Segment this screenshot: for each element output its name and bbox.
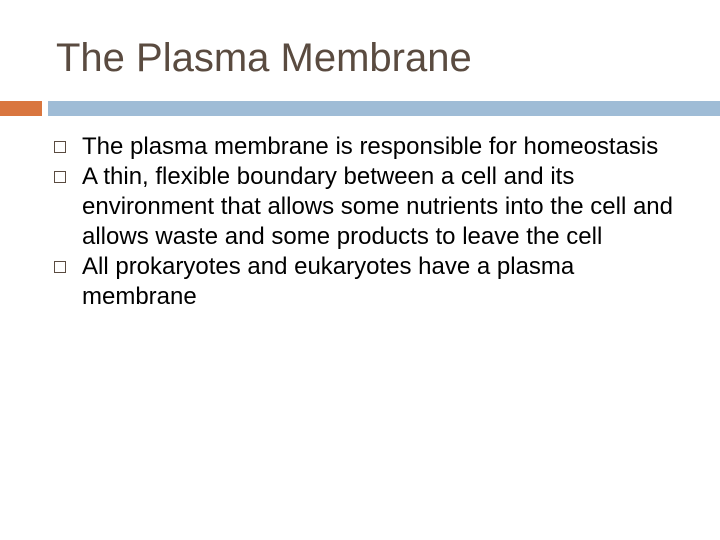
bullet-text: All prokaryotes and eukaryotes have a plasma membrane <box>82 253 575 310</box>
bullet-list <box>54 132 694 312</box>
bullet-text: The plasma membrane is responsible for homeostasis <box>82 133 659 160</box>
bullet-item <box>54 132 694 162</box>
bullet-item <box>54 162 694 252</box>
bullet-text: A thin, flexible boundary between a cell and its environment that allows some nutrients into the cell and allows waste and some products to leave the cell <box>82 163 673 250</box>
checkbox-bullet-icon <box>54 141 66 153</box>
slide-title: The Plasma Membrane <box>56 36 472 80</box>
checkbox-bullet-icon <box>54 171 66 183</box>
accent-block <box>0 101 42 116</box>
header-bar <box>48 101 720 116</box>
checkbox-bullet-icon <box>54 261 66 273</box>
bullet-item <box>54 252 694 312</box>
